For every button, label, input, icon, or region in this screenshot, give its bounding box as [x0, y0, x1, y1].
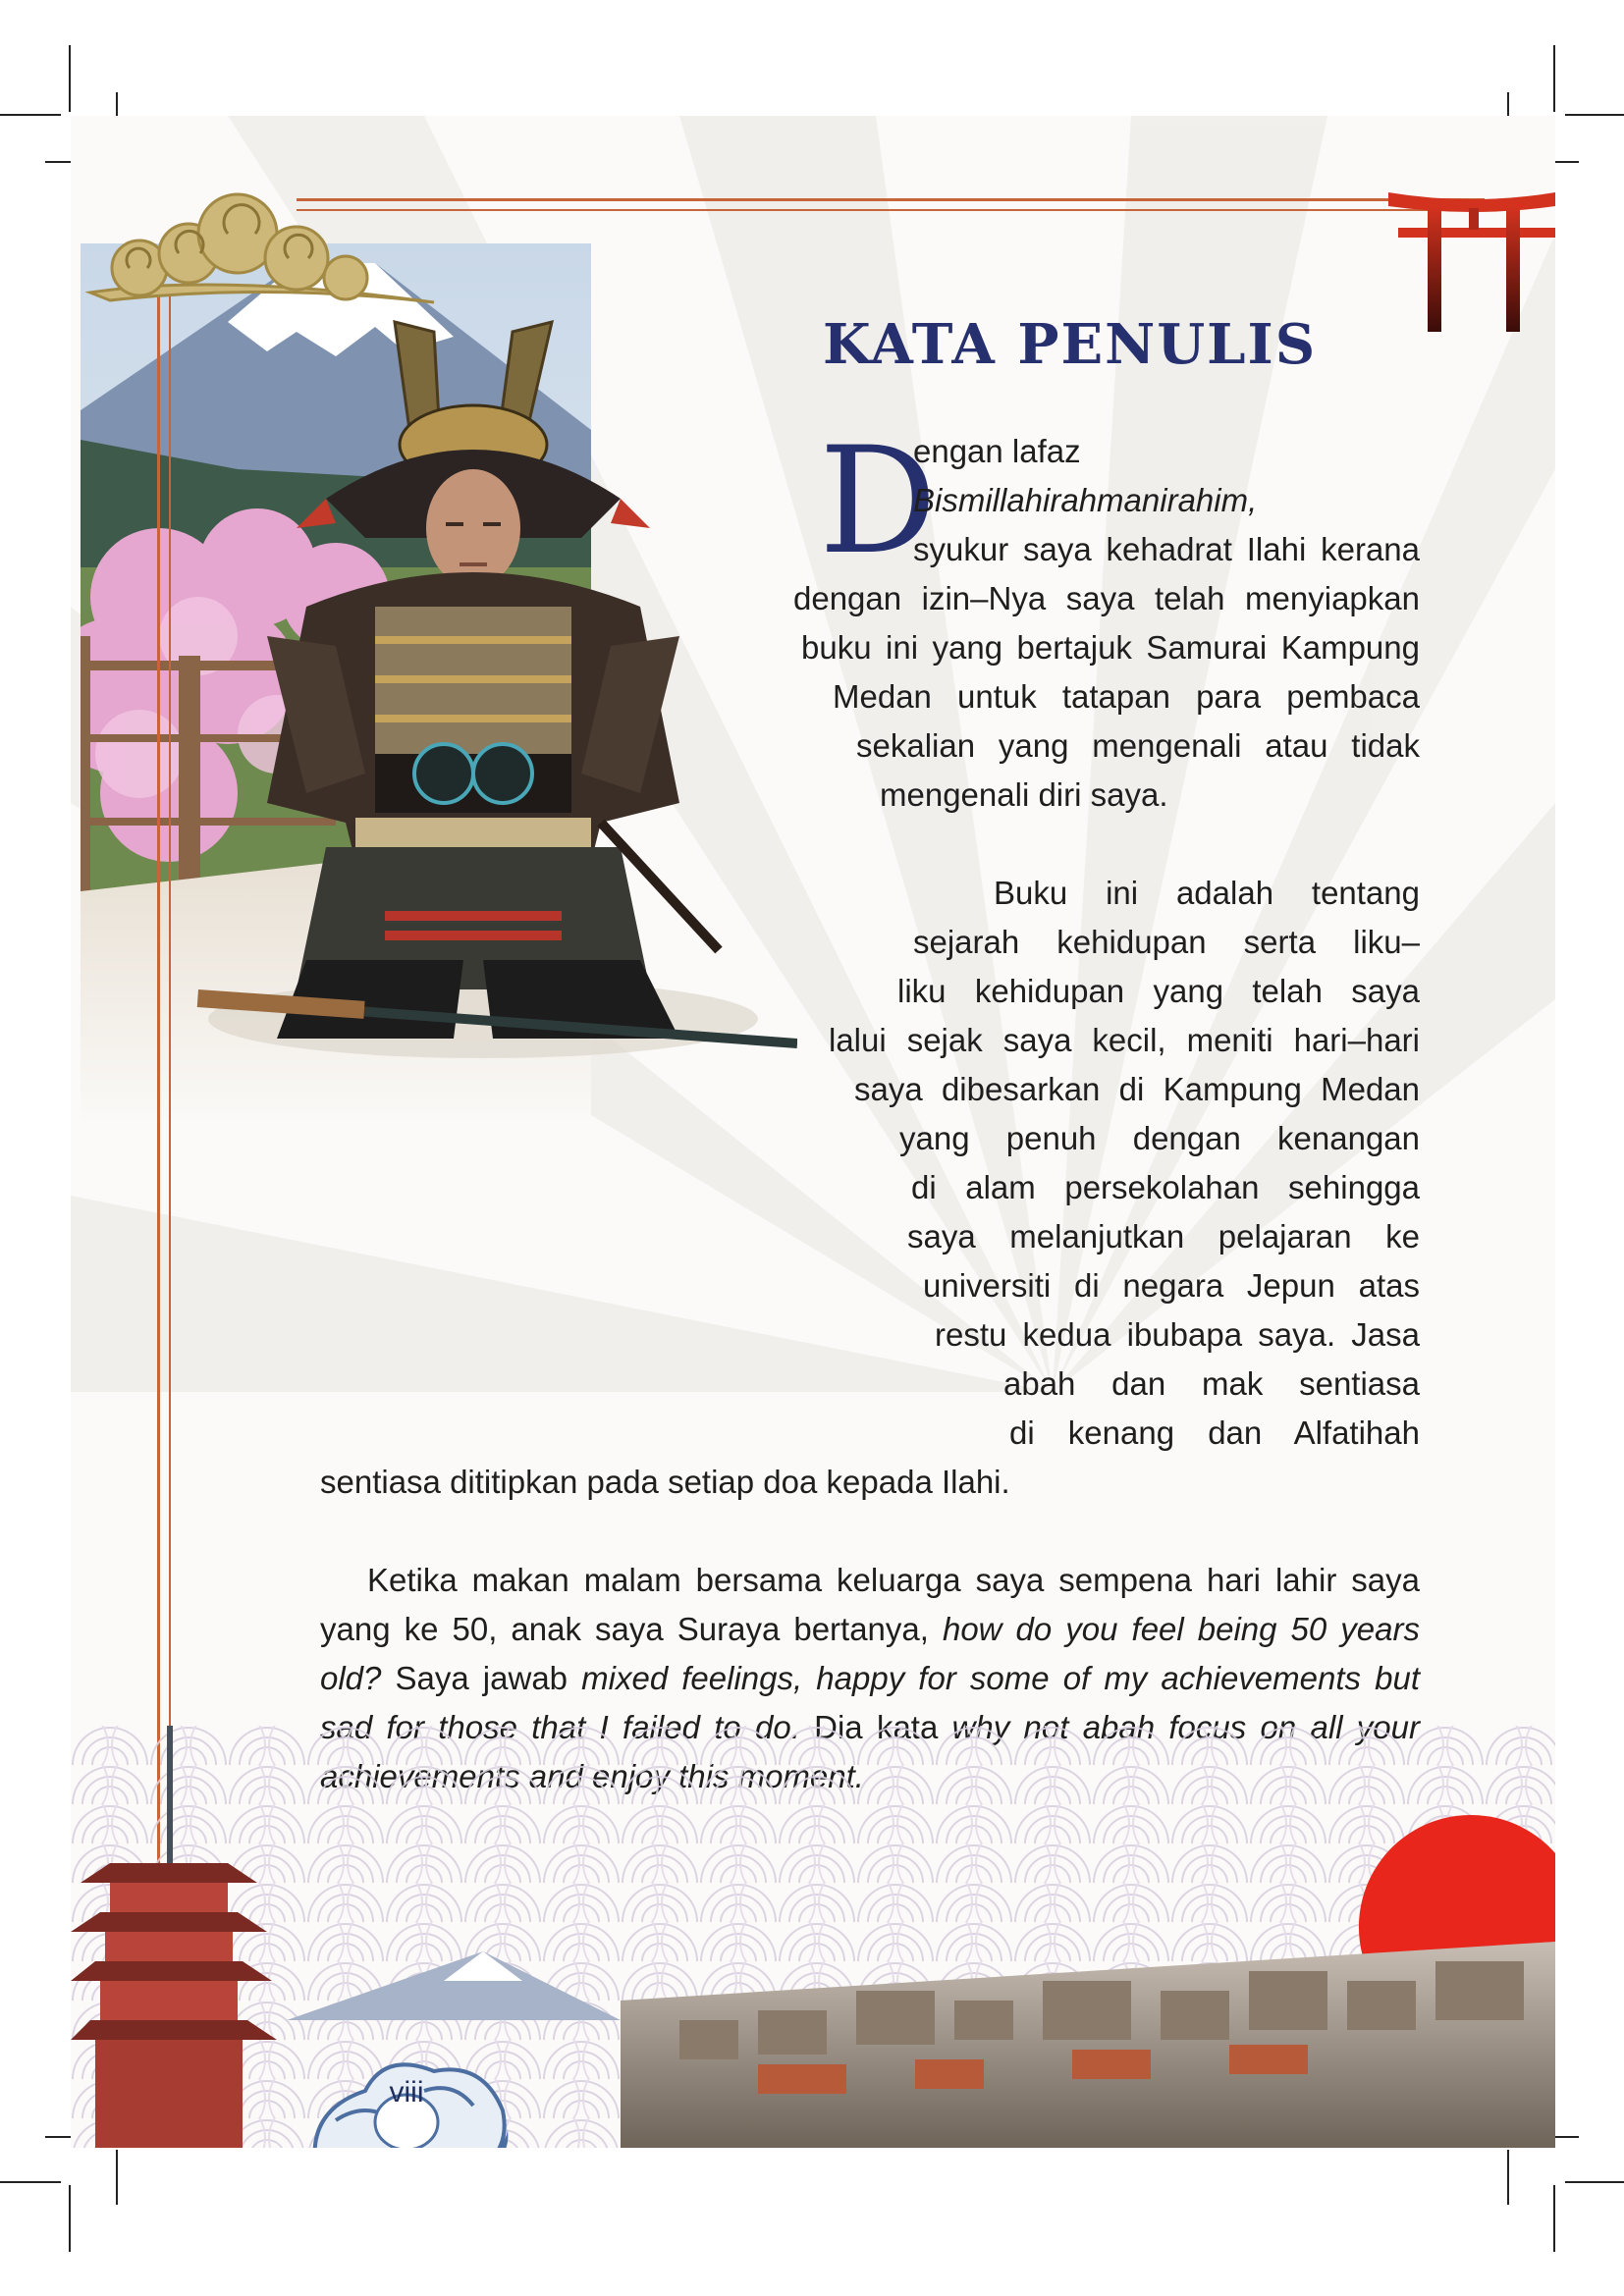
- text-line: dengan izin–Nya saya telah menyiapkan: [793, 580, 1420, 616]
- text-line: [320, 1559, 1420, 1602]
- text-line: sejarah kehidupan serta liku–: [913, 924, 1420, 960]
- frame-top-line: [297, 198, 1485, 211]
- crop-mark: [1553, 2185, 1555, 2252]
- bottom-landscape: [71, 1726, 1555, 2148]
- text-line: lalui sejak saya kecil, meniti hari–hari: [829, 1022, 1420, 1058]
- crop-mark: [1507, 2150, 1509, 2205]
- text-line: Buku ini adalah tentang: [994, 875, 1420, 911]
- text-line: buku ini yang bertajuk Samurai Kampung: [801, 629, 1420, 666]
- text-line: sekalian yang mengenali atau tidak: [856, 727, 1420, 764]
- crop-mark: [0, 2181, 61, 2183]
- text-line: yang penuh dengan kenangan: [899, 1120, 1420, 1156]
- text-span: Ketika makan malam bersama keluarga saya sempena hari lahir saya: [367, 1562, 1420, 1598]
- golden-cloud-icon: [71, 175, 444, 312]
- text-line: abah dan mak sentiasa: [1003, 1365, 1420, 1402]
- crop-mark: [69, 2185, 71, 2252]
- text-line: liku kehidupan yang telah saya: [897, 973, 1420, 1009]
- drop-cap: D: [819, 416, 938, 587]
- text-line: di alam persekolahan sehingga: [911, 1169, 1420, 1205]
- text-line: syukur saya kehadrat Ilahi kerana: [913, 531, 1420, 567]
- text-line: [320, 1608, 1420, 1651]
- text-span: how do you feel being 50 years: [942, 1611, 1420, 1647]
- text-line: saya dibesarkan di Kampung Medan: [854, 1071, 1420, 1107]
- text-span: old?: [320, 1660, 382, 1696]
- text-line: sentiasa dititipkan pada setiap doa kepada Ilahi.: [320, 1464, 1010, 1500]
- page: [71, 116, 1555, 2148]
- text-line: saya melanjutkan pelajaran ke: [907, 1218, 1420, 1255]
- page-number: viii: [389, 2076, 424, 2109]
- text-span: yang ke 50, anak saya Suraya bertanya,: [320, 1611, 943, 1647]
- page-title: KATA PENULIS: [823, 312, 1318, 377]
- text-line: restu kedua ibubapa saya. Jasa: [935, 1316, 1420, 1353]
- text-span: mixed feelings, happy for some of my achievements but: [581, 1660, 1420, 1696]
- crop-mark: [69, 45, 71, 112]
- text-line: [320, 1657, 1420, 1700]
- text-line: di kenang dan Alfatihah: [1009, 1415, 1420, 1451]
- text-line: Bismillahirahmanirahim,: [913, 482, 1258, 518]
- text-line: Medan untuk tatapan para pembaca: [833, 678, 1420, 715]
- samurai-portrait: [189, 312, 797, 1078]
- text-line: universiti di negara Jepun atas: [923, 1267, 1420, 1304]
- crop-mark: [1553, 45, 1555, 112]
- text-line: engan lafaz: [913, 433, 1081, 469]
- text-line: mengenali diri saya.: [880, 776, 1168, 813]
- torii-gate-icon: [1388, 185, 1555, 332]
- crop-mark: [0, 114, 61, 116]
- crop-mark: [1565, 114, 1624, 116]
- text-span: Saya jawab: [381, 1660, 582, 1696]
- crop-mark: [1565, 2181, 1624, 2183]
- crop-mark: [116, 2150, 118, 2205]
